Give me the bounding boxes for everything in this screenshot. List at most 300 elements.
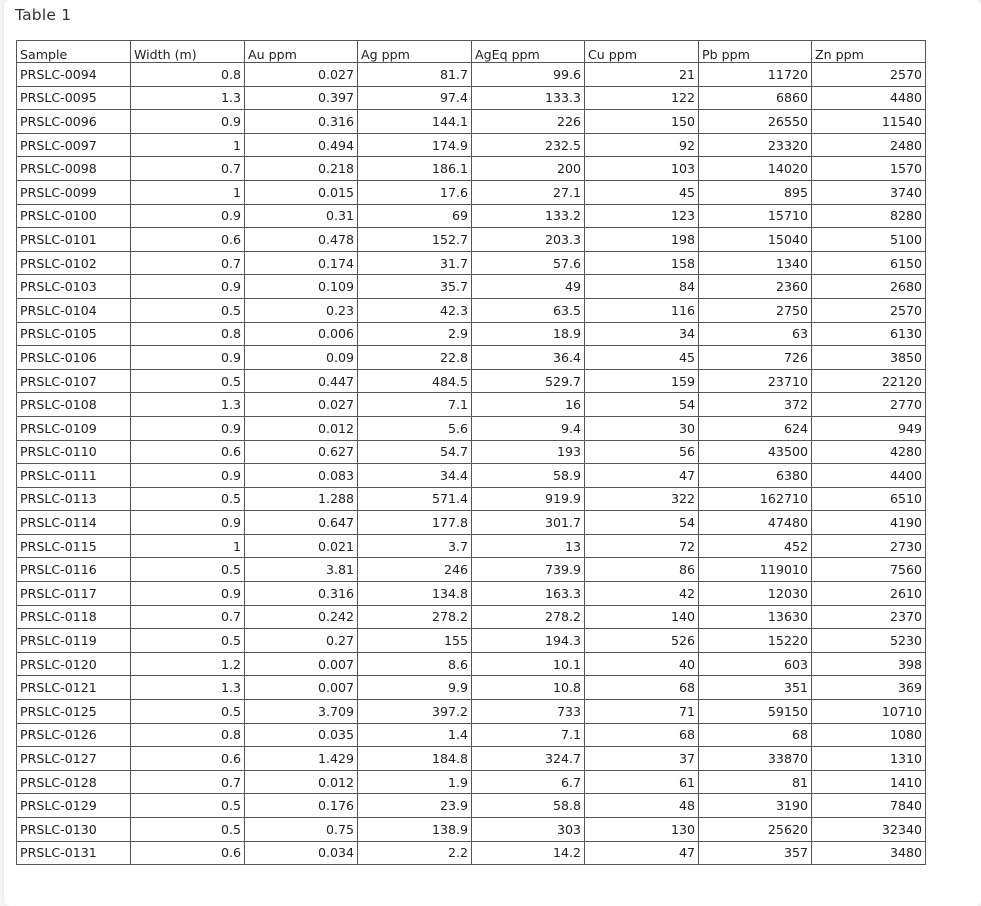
au-cell: 0.176 — [245, 794, 358, 818]
zn-cell: 1570 — [812, 157, 926, 181]
width-cell: 0.5 — [131, 487, 245, 511]
zn-cell: 7840 — [812, 794, 926, 818]
ageq-cell: 226 — [472, 110, 585, 134]
zn-cell: 22120 — [812, 369, 926, 393]
cu-cell: 54 — [585, 393, 699, 417]
table-caption: Table 1 — [15, 6, 72, 24]
sample-cell: PRSLC-0121 — [17, 676, 131, 700]
zn-cell: 3850 — [812, 346, 926, 370]
pb-cell: 351 — [699, 676, 812, 700]
table-row — [17, 133, 926, 157]
au-cell: 0.007 — [245, 676, 358, 700]
au-cell: 0.397 — [245, 86, 358, 110]
sample-cell: PRSLC-0119 — [17, 629, 131, 653]
ag-cell: 34.4 — [358, 464, 472, 488]
width-cell: 1.3 — [131, 676, 245, 700]
sample-cell: PRSLC-0104 — [17, 298, 131, 322]
zn-cell: 6150 — [812, 251, 926, 275]
ageq-cell: 194.3 — [472, 629, 585, 653]
table-row — [17, 652, 926, 676]
cu-cell: 45 — [585, 180, 699, 204]
sample-cell: PRSLC-0109 — [17, 416, 131, 440]
pb-cell: 162710 — [699, 487, 812, 511]
zn-cell: 4190 — [812, 511, 926, 535]
ag-cell: 17.6 — [358, 180, 472, 204]
au-cell: 0.23 — [245, 298, 358, 322]
au-cell: 0.242 — [245, 605, 358, 629]
zn-cell: 1410 — [812, 770, 926, 794]
ag-cell: 31.7 — [358, 251, 472, 275]
sample-cell: PRSLC-0113 — [17, 487, 131, 511]
sample-cell: PRSLC-0127 — [17, 747, 131, 771]
sample-cell: PRSLC-0103 — [17, 275, 131, 299]
table-row — [17, 157, 926, 181]
sample-cell: PRSLC-0115 — [17, 534, 131, 558]
cu-cell: 92 — [585, 133, 699, 157]
au-cell: 0.218 — [245, 157, 358, 181]
document-page — [4, 0, 981, 906]
ageq-cell: 232.5 — [472, 133, 585, 157]
table-row — [17, 180, 926, 204]
table-row — [17, 298, 926, 322]
zn-cell: 8280 — [812, 204, 926, 228]
cu-cell: 84 — [585, 275, 699, 299]
pb-cell: 43500 — [699, 440, 812, 464]
au-cell: 0.31 — [245, 204, 358, 228]
cu-cell: 116 — [585, 298, 699, 322]
width-cell: 1 — [131, 180, 245, 204]
au-cell: 0.109 — [245, 275, 358, 299]
au-cell: 0.034 — [245, 841, 358, 865]
ag-cell: 42.3 — [358, 298, 472, 322]
cu-cell: 122 — [585, 86, 699, 110]
table-row — [17, 275, 926, 299]
au-cell: 3.81 — [245, 558, 358, 582]
ageq-cell: 14.2 — [472, 841, 585, 865]
ageq-cell: 733 — [472, 700, 585, 724]
ag-cell: 134.8 — [358, 582, 472, 606]
table-row — [17, 534, 926, 558]
au-cell: 0.09 — [245, 346, 358, 370]
ag-cell: 174.9 — [358, 133, 472, 157]
cu-cell: 37 — [585, 747, 699, 771]
pb-cell: 1340 — [699, 251, 812, 275]
ag-cell: 23.9 — [358, 794, 472, 818]
zn-cell: 4280 — [812, 440, 926, 464]
cu-cell: 198 — [585, 228, 699, 252]
width-cell: 0.6 — [131, 440, 245, 464]
cu-cell: 322 — [585, 487, 699, 511]
zn-cell: 949 — [812, 416, 926, 440]
au-cell: 0.007 — [245, 652, 358, 676]
pb-cell: 25620 — [699, 818, 812, 842]
sample-cell: PRSLC-0116 — [17, 558, 131, 582]
ageq-cell: 324.7 — [472, 747, 585, 771]
pb-cell: 372 — [699, 393, 812, 417]
cu-cell: 158 — [585, 251, 699, 275]
width-cell: 0.7 — [131, 770, 245, 794]
width-cell: 0.9 — [131, 346, 245, 370]
table-row — [17, 322, 926, 346]
ag-cell: 177.8 — [358, 511, 472, 535]
ageq-cell: 203.3 — [472, 228, 585, 252]
width-cell: 0.5 — [131, 818, 245, 842]
ageq-cell: 57.6 — [472, 251, 585, 275]
pb-cell: 68 — [699, 723, 812, 747]
ag-cell: 3.7 — [358, 534, 472, 558]
table-row — [17, 558, 926, 582]
width-cell: 0.8 — [131, 63, 245, 87]
au-cell: 0.75 — [245, 818, 358, 842]
cu-cell: 34 — [585, 322, 699, 346]
zn-cell: 2730 — [812, 534, 926, 558]
table-row — [17, 511, 926, 535]
ageq-cell: 99.6 — [472, 63, 585, 87]
ageq-cell: 7.1 — [472, 723, 585, 747]
ag-cell: 81.7 — [358, 63, 472, 87]
width-cell: 0.9 — [131, 275, 245, 299]
width-cell: 0.7 — [131, 605, 245, 629]
pb-cell: 624 — [699, 416, 812, 440]
table-row — [17, 251, 926, 275]
ag-cell: 2.2 — [358, 841, 472, 865]
zn-cell: 369 — [812, 676, 926, 700]
width-cell: 1 — [131, 133, 245, 157]
ageq-cell: 18.9 — [472, 322, 585, 346]
table-row — [17, 110, 926, 134]
ag-cell: 9.9 — [358, 676, 472, 700]
column-header-ag: Ag ppm — [358, 41, 472, 63]
pb-cell: 14020 — [699, 157, 812, 181]
pb-cell: 2360 — [699, 275, 812, 299]
zn-cell: 32340 — [812, 818, 926, 842]
width-cell: 0.5 — [131, 629, 245, 653]
table-row — [17, 629, 926, 653]
cu-cell: 45 — [585, 346, 699, 370]
width-cell: 0.9 — [131, 464, 245, 488]
pb-cell: 11720 — [699, 63, 812, 87]
zn-cell: 6510 — [812, 487, 926, 511]
zn-cell: 2770 — [812, 393, 926, 417]
ageq-cell: 301.7 — [472, 511, 585, 535]
cu-cell: 21 — [585, 63, 699, 87]
ageq-cell: 163.3 — [472, 582, 585, 606]
zn-cell: 5100 — [812, 228, 926, 252]
table-row — [17, 369, 926, 393]
pb-cell: 119010 — [699, 558, 812, 582]
cu-cell: 71 — [585, 700, 699, 724]
sample-cell: PRSLC-0106 — [17, 346, 131, 370]
ag-cell: 246 — [358, 558, 472, 582]
zn-cell: 11540 — [812, 110, 926, 134]
au-cell: 0.647 — [245, 511, 358, 535]
width-cell: 0.7 — [131, 157, 245, 181]
sample-cell: PRSLC-0096 — [17, 110, 131, 134]
ag-cell: 144.1 — [358, 110, 472, 134]
au-cell: 0.083 — [245, 464, 358, 488]
zn-cell: 6130 — [812, 322, 926, 346]
sample-cell: PRSLC-0111 — [17, 464, 131, 488]
ageq-cell: 10.1 — [472, 652, 585, 676]
ag-cell: 5.6 — [358, 416, 472, 440]
ag-cell: 571.4 — [358, 487, 472, 511]
width-cell: 0.9 — [131, 204, 245, 228]
pb-cell: 895 — [699, 180, 812, 204]
cu-cell: 48 — [585, 794, 699, 818]
pb-cell: 15710 — [699, 204, 812, 228]
pb-cell: 63 — [699, 322, 812, 346]
au-cell: 0.012 — [245, 416, 358, 440]
ageq-cell: 6.7 — [472, 770, 585, 794]
au-cell: 0.035 — [245, 723, 358, 747]
au-cell: 3.709 — [245, 700, 358, 724]
width-cell: 0.6 — [131, 747, 245, 771]
sample-cell: PRSLC-0131 — [17, 841, 131, 865]
width-cell: 0.6 — [131, 841, 245, 865]
cu-cell: 72 — [585, 534, 699, 558]
cu-cell: 30 — [585, 416, 699, 440]
table-row — [17, 464, 926, 488]
width-cell: 0.5 — [131, 369, 245, 393]
ageq-cell: 58.8 — [472, 794, 585, 818]
sample-cell: PRSLC-0108 — [17, 393, 131, 417]
pb-cell: 33870 — [699, 747, 812, 771]
sample-cell: PRSLC-0128 — [17, 770, 131, 794]
au-cell: 0.174 — [245, 251, 358, 275]
cu-cell: 130 — [585, 818, 699, 842]
au-cell: 0.015 — [245, 180, 358, 204]
cu-cell: 103 — [585, 157, 699, 181]
ageq-cell: 193 — [472, 440, 585, 464]
width-cell: 0.9 — [131, 582, 245, 606]
ag-cell: 397.2 — [358, 700, 472, 724]
table-row — [17, 86, 926, 110]
column-header-pb: Pb ppm — [699, 41, 812, 63]
sample-cell: PRSLC-0098 — [17, 157, 131, 181]
sample-cell: PRSLC-0095 — [17, 86, 131, 110]
au-cell: 0.021 — [245, 534, 358, 558]
table-row — [17, 700, 926, 724]
width-cell: 0.8 — [131, 723, 245, 747]
zn-cell: 2680 — [812, 275, 926, 299]
ag-cell: 8.6 — [358, 652, 472, 676]
cu-cell: 54 — [585, 511, 699, 535]
width-cell: 0.6 — [131, 228, 245, 252]
cu-cell: 68 — [585, 723, 699, 747]
cu-cell: 123 — [585, 204, 699, 228]
zn-cell: 1080 — [812, 723, 926, 747]
table-row — [17, 605, 926, 629]
column-header-au: Au ppm — [245, 41, 358, 63]
cu-cell: 159 — [585, 369, 699, 393]
zn-cell: 10710 — [812, 700, 926, 724]
width-cell: 1.2 — [131, 652, 245, 676]
table-body — [17, 63, 926, 865]
ag-cell: 184.8 — [358, 747, 472, 771]
column-header-ageq: AgEq ppm — [472, 41, 585, 63]
ag-cell: 97.4 — [358, 86, 472, 110]
zn-cell: 7560 — [812, 558, 926, 582]
width-cell: 0.7 — [131, 251, 245, 275]
au-cell: 1.288 — [245, 487, 358, 511]
sample-cell: PRSLC-0117 — [17, 582, 131, 606]
ag-cell: 484.5 — [358, 369, 472, 393]
au-cell: 0.027 — [245, 63, 358, 87]
sample-cell: PRSLC-0125 — [17, 700, 131, 724]
sample-cell: PRSLC-0129 — [17, 794, 131, 818]
sample-cell: PRSLC-0120 — [17, 652, 131, 676]
sample-cell: PRSLC-0094 — [17, 63, 131, 87]
pb-cell: 23320 — [699, 133, 812, 157]
sample-cell: PRSLC-0100 — [17, 204, 131, 228]
zn-cell: 2570 — [812, 63, 926, 87]
zn-cell: 2610 — [812, 582, 926, 606]
ageq-cell: 49 — [472, 275, 585, 299]
pb-cell: 23710 — [699, 369, 812, 393]
table-row — [17, 794, 926, 818]
au-cell: 0.012 — [245, 770, 358, 794]
column-header-sample: Sample — [17, 41, 131, 63]
cu-cell: 150 — [585, 110, 699, 134]
ag-cell: 7.1 — [358, 393, 472, 417]
au-cell: 0.447 — [245, 369, 358, 393]
cu-cell: 526 — [585, 629, 699, 653]
au-cell: 0.478 — [245, 228, 358, 252]
table-row — [17, 676, 926, 700]
width-cell: 0.5 — [131, 558, 245, 582]
width-cell: 0.8 — [131, 322, 245, 346]
au-cell: 0.316 — [245, 582, 358, 606]
ag-cell: 186.1 — [358, 157, 472, 181]
ag-cell: 69 — [358, 204, 472, 228]
au-cell: 0.006 — [245, 322, 358, 346]
zn-cell: 2480 — [812, 133, 926, 157]
sample-cell: PRSLC-0101 — [17, 228, 131, 252]
ag-cell: 54.7 — [358, 440, 472, 464]
au-cell: 0.627 — [245, 440, 358, 464]
ageq-cell: 133.3 — [472, 86, 585, 110]
zn-cell: 2370 — [812, 605, 926, 629]
cu-cell: 47 — [585, 464, 699, 488]
table-row — [17, 204, 926, 228]
table-row — [17, 723, 926, 747]
table-row — [17, 582, 926, 606]
table-row — [17, 440, 926, 464]
pb-cell: 357 — [699, 841, 812, 865]
ageq-cell: 10.8 — [472, 676, 585, 700]
zn-cell: 5230 — [812, 629, 926, 653]
cu-cell: 140 — [585, 605, 699, 629]
width-cell: 0.9 — [131, 511, 245, 535]
pb-cell: 6860 — [699, 86, 812, 110]
pb-cell: 2750 — [699, 298, 812, 322]
cu-cell: 68 — [585, 676, 699, 700]
ageq-cell: 13 — [472, 534, 585, 558]
table-row — [17, 346, 926, 370]
table-header-row — [17, 41, 926, 63]
column-header-zn: Zn ppm — [812, 41, 926, 63]
ageq-cell: 36.4 — [472, 346, 585, 370]
sample-cell: PRSLC-0126 — [17, 723, 131, 747]
ag-cell: 2.9 — [358, 322, 472, 346]
ag-cell: 152.7 — [358, 228, 472, 252]
ag-cell: 155 — [358, 629, 472, 653]
sample-cell: PRSLC-0099 — [17, 180, 131, 204]
ageq-cell: 27.1 — [472, 180, 585, 204]
ageq-cell: 16 — [472, 393, 585, 417]
pb-cell: 726 — [699, 346, 812, 370]
cu-cell: 42 — [585, 582, 699, 606]
au-cell: 0.027 — [245, 393, 358, 417]
cu-cell: 56 — [585, 440, 699, 464]
zn-cell: 398 — [812, 652, 926, 676]
ageq-cell: 133.2 — [472, 204, 585, 228]
ag-cell: 278.2 — [358, 605, 472, 629]
au-cell: 0.494 — [245, 133, 358, 157]
cu-cell: 47 — [585, 841, 699, 865]
table-row — [17, 63, 926, 87]
pb-cell: 603 — [699, 652, 812, 676]
pb-cell: 6380 — [699, 464, 812, 488]
width-cell: 0.9 — [131, 110, 245, 134]
au-cell: 0.316 — [245, 110, 358, 134]
zn-cell: 3480 — [812, 841, 926, 865]
ag-cell: 1.9 — [358, 770, 472, 794]
table-row — [17, 770, 926, 794]
au-cell: 1.429 — [245, 747, 358, 771]
ageq-cell: 200 — [472, 157, 585, 181]
table-row — [17, 416, 926, 440]
width-cell: 0.5 — [131, 700, 245, 724]
zn-cell: 4400 — [812, 464, 926, 488]
zn-cell: 4480 — [812, 86, 926, 110]
table-row — [17, 818, 926, 842]
sample-cell: PRSLC-0118 — [17, 605, 131, 629]
zn-cell: 3740 — [812, 180, 926, 204]
ageq-cell: 739.9 — [472, 558, 585, 582]
ageq-cell: 303 — [472, 818, 585, 842]
cu-cell: 86 — [585, 558, 699, 582]
pb-cell: 26550 — [699, 110, 812, 134]
width-cell: 0.5 — [131, 794, 245, 818]
ageq-cell: 919.9 — [472, 487, 585, 511]
sample-cell: PRSLC-0097 — [17, 133, 131, 157]
width-cell: 1 — [131, 534, 245, 558]
sample-cell: PRSLC-0114 — [17, 511, 131, 535]
zn-cell: 2570 — [812, 298, 926, 322]
table-row — [17, 841, 926, 865]
table-row — [17, 228, 926, 252]
sample-cell: PRSLC-0105 — [17, 322, 131, 346]
table-row — [17, 747, 926, 771]
width-cell: 1.3 — [131, 393, 245, 417]
pb-cell: 15220 — [699, 629, 812, 653]
table-row — [17, 487, 926, 511]
ag-cell: 138.9 — [358, 818, 472, 842]
pb-cell: 81 — [699, 770, 812, 794]
pb-cell: 13630 — [699, 605, 812, 629]
column-header-cu: Cu ppm — [585, 41, 699, 63]
ag-cell: 35.7 — [358, 275, 472, 299]
ageq-cell: 58.9 — [472, 464, 585, 488]
ag-cell: 22.8 — [358, 346, 472, 370]
sample-cell: PRSLC-0130 — [17, 818, 131, 842]
pb-cell: 452 — [699, 534, 812, 558]
pb-cell: 12030 — [699, 582, 812, 606]
ageq-cell: 63.5 — [472, 298, 585, 322]
pb-cell: 47480 — [699, 511, 812, 535]
width-cell: 1.3 — [131, 86, 245, 110]
